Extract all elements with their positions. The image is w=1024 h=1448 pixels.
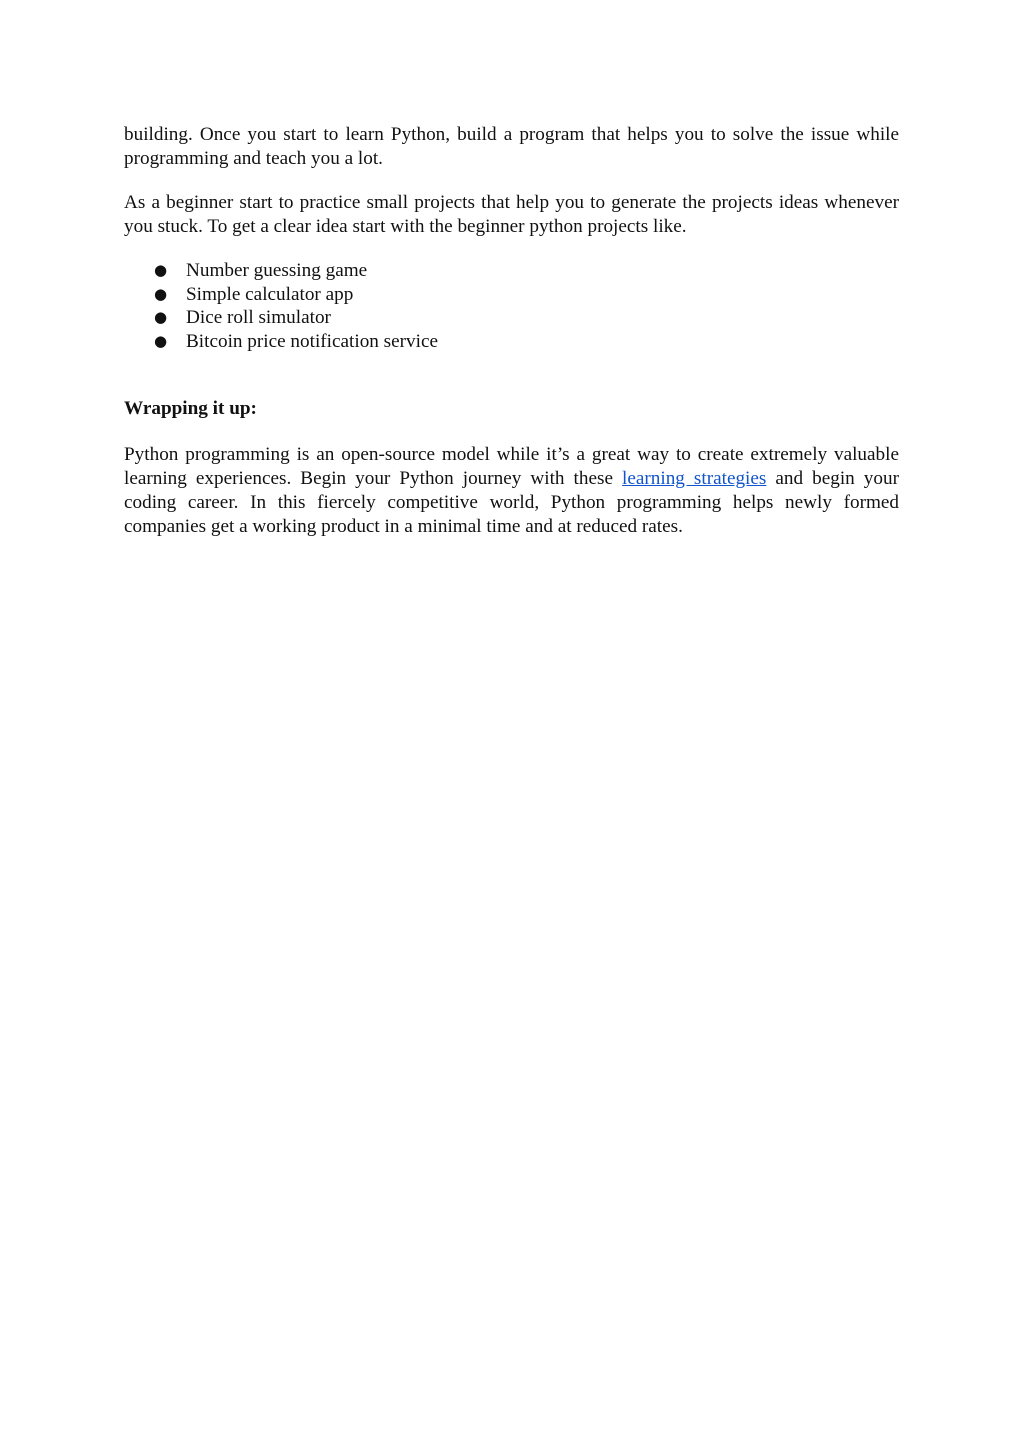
conclusion-paragraph: [124, 443, 899, 539]
learning-strategies-link[interactable]: learning strategies: [622, 468, 767, 489]
projects-paragraph: As a beginner start to practice small projects that help you to generate the projects ideas whenever you stuck. To get a clear idea start with the beginner python projects like.: [124, 192, 899, 237]
bullet-icon: ●: [154, 331, 168, 350]
section-heading: Wrapping it up:: [124, 398, 257, 419]
bullet-icon: ●: [154, 308, 168, 326]
list-item-label: Dice roll simulator: [186, 307, 331, 328]
conclusion-text-after-link: and begin your coding career. In this fiercely competitive world, Python programming helps newly formed companies get a working product in a minimal time and at reduced rates.: [124, 468, 899, 537]
list-item: [124, 306, 899, 330]
document-body: [124, 123, 899, 539]
conclusion-text-before-link: Python programming is an open-source model while it’s a great way to create extremely valuable learning experiences. Begin your Python journey with these: [124, 444, 899, 489]
list-item-label: Bitcoin price notification service: [186, 330, 439, 352]
intro-paragraph: building. Once you start to learn Python, build a program that helps you to solve the issue while programming and teach you a lot.: [124, 124, 899, 169]
bullet-icon: ●: [154, 261, 168, 279]
list-item: [124, 283, 899, 307]
list-item: [124, 259, 899, 283]
list-item: [124, 330, 899, 354]
list-item-label: Simple calculator app: [186, 283, 354, 305]
bullet-icon: ●: [154, 284, 168, 303]
project-list: [124, 259, 899, 353]
list-item-label: Number guessing game: [186, 260, 368, 281]
